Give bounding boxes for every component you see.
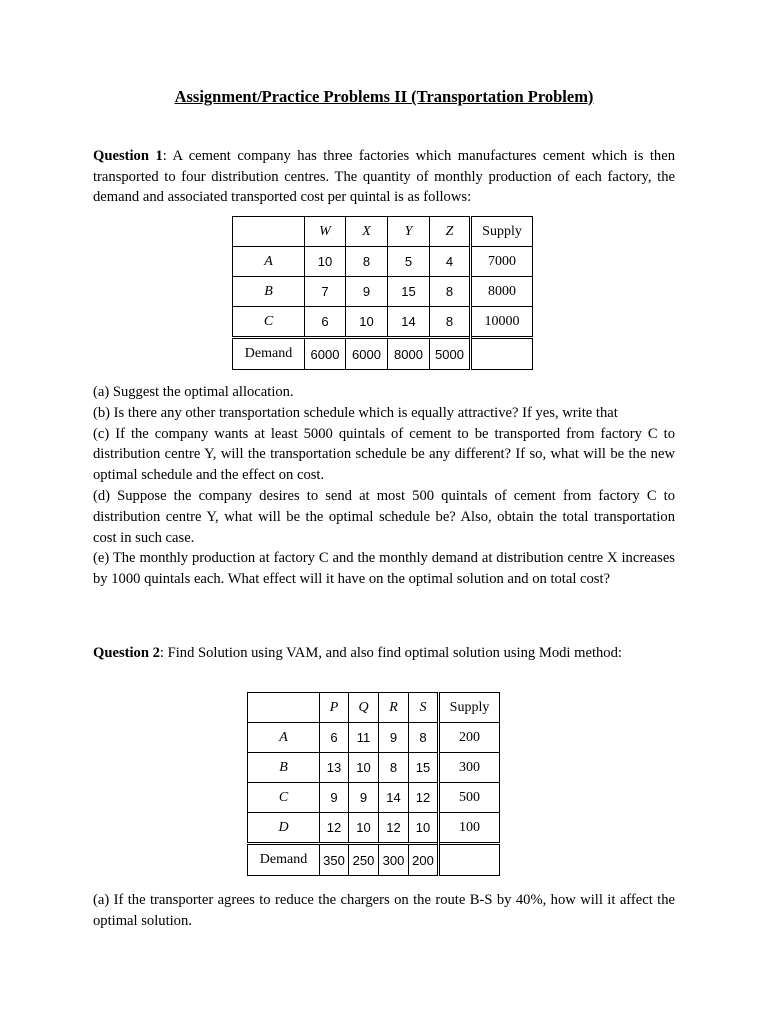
column-header: P	[320, 693, 349, 723]
supply-cell: 8000	[471, 277, 533, 307]
question-1-label: Question 1	[93, 148, 163, 164]
cost-cell: 15	[409, 753, 439, 783]
cost-cell: 9	[349, 783, 379, 813]
supply-cell: 200	[439, 723, 500, 753]
question-1-parts	[93, 382, 675, 590]
cost-cell: 9	[320, 783, 349, 813]
table-row	[248, 813, 500, 844]
question-1-text: : A cement company has three factories which manufactures cement which is then transported to four distribution centres. The quantity of monthly production of each factory, the demand and associated transported cost per quintal is as follows:	[93, 148, 675, 205]
table-header-row	[248, 693, 500, 723]
table-row	[248, 753, 500, 783]
question-2-parts	[93, 890, 675, 932]
row-header: A	[233, 247, 305, 277]
column-header: X	[346, 217, 388, 247]
table-row	[233, 307, 533, 338]
part-c: (c) If the company wants at least 5000 quintals of cement to be transported from factory C to distribution centre Y, will the transportation schedule be any different? If so, what will be the new optimal schedule and the effect on cost.	[93, 425, 675, 484]
table-row	[248, 723, 500, 753]
part-b: (b) Is there any other transportation schedule which is equally attractive? If yes, write that	[93, 404, 618, 421]
supply-cell: 7000	[471, 247, 533, 277]
cost-cell: 8	[430, 307, 471, 338]
cost-cell: 8	[409, 723, 439, 753]
cost-cell: 12	[320, 813, 349, 844]
cost-cell: 10	[346, 307, 388, 338]
cost-cell: 8	[346, 247, 388, 277]
cost-cell: 15	[388, 277, 430, 307]
table-row	[248, 783, 500, 813]
column-header: R	[379, 693, 409, 723]
row-header: A	[248, 723, 320, 753]
row-header: C	[248, 783, 320, 813]
demand-cell: 6000	[346, 338, 388, 370]
cost-cell: 9	[379, 723, 409, 753]
demand-cell: 5000	[430, 338, 471, 370]
cost-cell: 8	[379, 753, 409, 783]
question-2-intro	[93, 643, 675, 664]
corner-cell	[248, 693, 320, 723]
demand-row	[248, 844, 500, 876]
column-header: W	[305, 217, 346, 247]
supply-header: Supply	[439, 693, 500, 723]
question-2-label: Question 2	[93, 645, 160, 661]
supply-cell: 10000	[471, 307, 533, 338]
column-header: S	[409, 693, 439, 723]
empty-cell	[471, 338, 533, 370]
question-2-cost-table	[247, 692, 500, 876]
question-1-intro	[93, 146, 675, 208]
cost-cell: 4	[430, 247, 471, 277]
demand-cell: 6000	[305, 338, 346, 370]
demand-cell: 200	[409, 844, 439, 876]
cost-cell: 11	[349, 723, 379, 753]
cost-cell: 10	[305, 247, 346, 277]
cost-cell: 10	[409, 813, 439, 844]
demand-cell: 350	[320, 844, 349, 876]
corner-cell	[233, 217, 305, 247]
row-header: D	[248, 813, 320, 844]
cost-cell: 8	[430, 277, 471, 307]
cost-cell: 6	[305, 307, 346, 338]
demand-cell: 300	[379, 844, 409, 876]
row-header: B	[233, 277, 305, 307]
part-a: (a) If the transporter agrees to reduce the chargers on the route B-S by 40%, how will it affect the optimal solution.	[93, 892, 675, 929]
empty-cell	[439, 844, 500, 876]
cost-cell: 13	[320, 753, 349, 783]
column-header: Q	[349, 693, 379, 723]
question-1-cost-table	[232, 216, 533, 370]
page-title: Assignment/Practice Problems II (Transportation Problem)	[174, 87, 594, 106]
cost-cell: 7	[305, 277, 346, 307]
cost-cell: 5	[388, 247, 430, 277]
cost-cell: 6	[320, 723, 349, 753]
cost-cell: 12	[409, 783, 439, 813]
cost-cell: 14	[388, 307, 430, 338]
supply-cell: 100	[439, 813, 500, 844]
table-header-row	[233, 217, 533, 247]
demand-label: Demand	[233, 338, 305, 370]
cost-cell: 10	[349, 753, 379, 783]
cost-cell: 12	[379, 813, 409, 844]
supply-cell: 500	[439, 783, 500, 813]
cost-cell: 10	[349, 813, 379, 844]
table-row	[233, 247, 533, 277]
row-header: B	[248, 753, 320, 783]
demand-row	[233, 338, 533, 370]
supply-header: Supply	[471, 217, 533, 247]
demand-label: Demand	[248, 844, 320, 876]
cost-cell: 14	[379, 783, 409, 813]
part-d: (d) Suppose the company desires to send at most 500 quintals of cement from factory C to distribution centre Y, what will be the optimal schedule be? Also, obtain the total transportation cost in such case.	[93, 487, 675, 546]
row-header: C	[233, 307, 305, 338]
demand-cell: 250	[349, 844, 379, 876]
cost-cell: 9	[346, 277, 388, 307]
column-header: Y	[388, 217, 430, 247]
supply-cell: 300	[439, 753, 500, 783]
demand-cell: 8000	[388, 338, 430, 370]
column-header: Z	[430, 217, 471, 247]
question-2-text: : Find Solution using VAM, and also find optimal solution using Modi method:	[159, 645, 622, 661]
table-row	[233, 277, 533, 307]
part-a: (a) Suggest the optimal allocation.	[93, 384, 294, 400]
part-e: (e) The monthly production at factory C and the monthly demand at distribution centre X increases by 1000 quintals each. What effect will it have on the optimal solution and on total cost?	[93, 550, 675, 588]
